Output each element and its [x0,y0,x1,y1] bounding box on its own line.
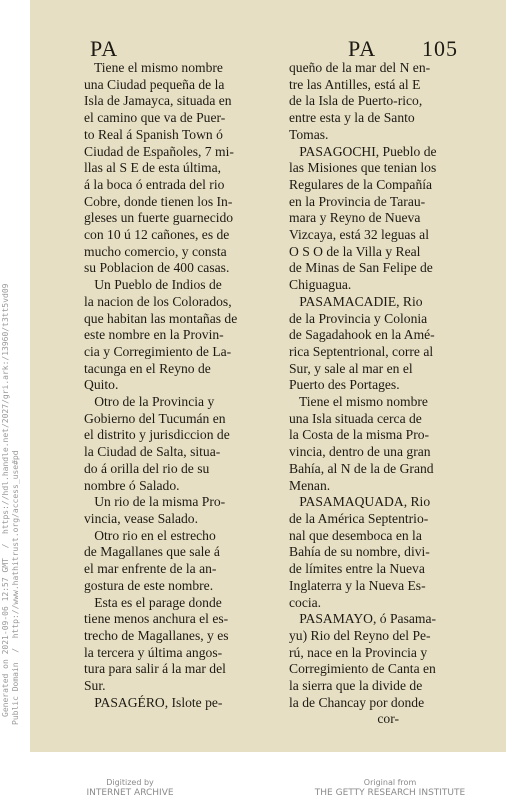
text-line: Un rio de la misma Pro- [84,494,226,510]
text-line: queño de la mar del N en- [289,60,431,75]
text-line: cocia. [289,594,322,610]
original-from-label: Original from [363,778,417,787]
text-line: nombre ó Salado. [84,477,180,493]
generated-note: Generated on 2021-09-06 12:57 GMT / https://hdl.handle.net/2027/gri.ark:/13960/t3tt5vd09 [1,283,10,717]
text-line: gostura de este nombre. [84,577,214,593]
text-line: una Isla situada cerca de [289,410,422,426]
running-head-left: PA [90,36,119,61]
book-page [30,0,506,752]
text-line: la sierra que la divide de [289,678,423,694]
text-line: la Costa de la misma Pro- [289,427,430,443]
text-line: el camino que va de Puer- [84,110,226,126]
text-line: Regulares de la Compañía [289,176,433,192]
text-line: to Real á Spanish Town ó [84,126,223,142]
text-line: rú, nace en la Provincia y [289,644,428,660]
text-line: vincia, vease Salado. [84,510,198,526]
text-line: de la Provincia y Colonia [289,310,428,326]
text-line: Tiene el mismo nombre [84,60,223,75]
text-line: Menan. [289,477,331,493]
text-line: Esta es el parage donde [84,594,222,610]
text-line: en la Provincia de Tarau- [289,193,426,209]
text-line: vincia, dentro de una gran [289,444,431,460]
text-line: que habitan las montañas de [84,310,238,326]
text-line: rica Septentrional, corre al [289,343,434,359]
text-line: tura para salir á la mar del [84,661,226,677]
running-head-center: PA [348,36,377,61]
text-line: la Ciudad de Salta, situa- [84,444,221,460]
text-line: llas al S E de esta última, [84,160,222,176]
text-line: Inglaterra y la Nueva Es- [289,577,426,593]
text-line: Sur, y sale al mar en el [289,360,413,376]
right-column [289,60,489,728]
text-line: de la Isla de Puerto-rico, [289,93,423,109]
text-line: cia y Corregimiento de La- [84,343,232,359]
hathitrust-watermark [0,0,30,800]
text-line: Gobierno del Tucumán en [84,410,226,426]
text-line: PASAMACADIE, Rio [289,293,423,309]
text-line: de Minas de San Felipe de [289,260,433,276]
text-line: tacunga en el Reyno de [84,360,211,376]
text-line: gleses un fuerte guarnecido [84,210,234,226]
text-line: trecho de Magallanes, y es [84,627,229,643]
text-line: la tercera y última angos- [84,644,223,660]
text-line: Corregimiento de Canta en [289,661,436,677]
text-line: cor- [289,711,399,727]
text-line: de límites entre la Nueva [289,561,425,577]
text-line: Otro rio en el estrecho [84,527,216,543]
digitized-by-label: Digitized by [106,778,154,787]
text-line: Vizcaya, está 32 leguas al [289,227,429,243]
internet-archive-label: INTERNET ARCHIVE [86,788,174,798]
text-line: este nombre en la Provin- [84,327,224,343]
text-line: de Magallanes que sale á [84,544,220,560]
text-line: PASAGOCHI, Pueblo de [289,143,437,159]
text-line: PASAGÉRO, Islote pe- [84,694,223,710]
text-line: una Ciudad pequeña de la [84,76,225,92]
text-line: tiene menos anchura el es- [84,611,229,627]
text-line: de la América Septentrio- [289,510,429,526]
text-line: Puerto des Portages. [289,377,400,393]
text-line: Bahía, al N de la de Grand [289,460,434,476]
text-line: nal que desemboca en la [289,527,422,543]
text-line: de Sagadahook en la Amé- [289,327,435,343]
text-line: Tiene el mismo nombre [289,394,428,410]
getty-label: THE GETTY RESEARCH INSTITUTE [314,788,466,798]
left-column [84,60,284,711]
text-line: PASAMAQUADA, Rio [289,494,431,510]
text-line: mucho comercio, y consta [84,243,227,259]
public-domain-note: Public Domain / http://www.hathitrust.org/access_use#pd [11,450,20,725]
text-line: yu) Rio del Reyno del Pe- [289,627,431,643]
text-line: Isla de Jamayca, situada en [84,93,232,109]
text-line: Sur. [84,678,106,694]
text-line: Otro de la Provincia y [84,394,215,410]
text-line: Tomas. [289,126,329,142]
text-line: las Misiones que tenian los [289,160,437,176]
text-line: Bahía de su nombre, divi- [289,544,430,560]
text-line: la de Chancay por donde [289,694,425,710]
text-line: do á orilla del rio de su [84,460,210,476]
text-line: el distrito y jurisdiccion de [84,427,230,443]
text-line: tre las Antilles, está al E [289,76,421,92]
text-line: Un Pueblo de Indios de [84,277,222,293]
text-line: Chiguagua. [289,277,352,293]
text-line: con 10 ú 12 cañones, es de [84,227,230,243]
text-line: entre esta y la de Santo [289,110,415,126]
text-line: O S O de la Villa y Real [289,243,421,259]
text-line: el mar enfrente de la an- [84,561,217,577]
text-line: mara y Reyno de Nueva [289,210,421,226]
page-number: 105 [422,36,458,61]
text-line: PASAMAYO, ó Pasama- [289,611,437,627]
text-line: Cobre, donde tienen los In- [84,193,233,209]
text-line: á la boca ó entrada del rio [84,176,225,192]
text-line: su Poblacion de 400 casas. [84,260,230,276]
text-line: Quito. [84,377,119,393]
text-line: Ciudad de Españoles, 7 mi- [84,143,234,159]
text-line: la nacion de los Colorados, [84,293,232,309]
